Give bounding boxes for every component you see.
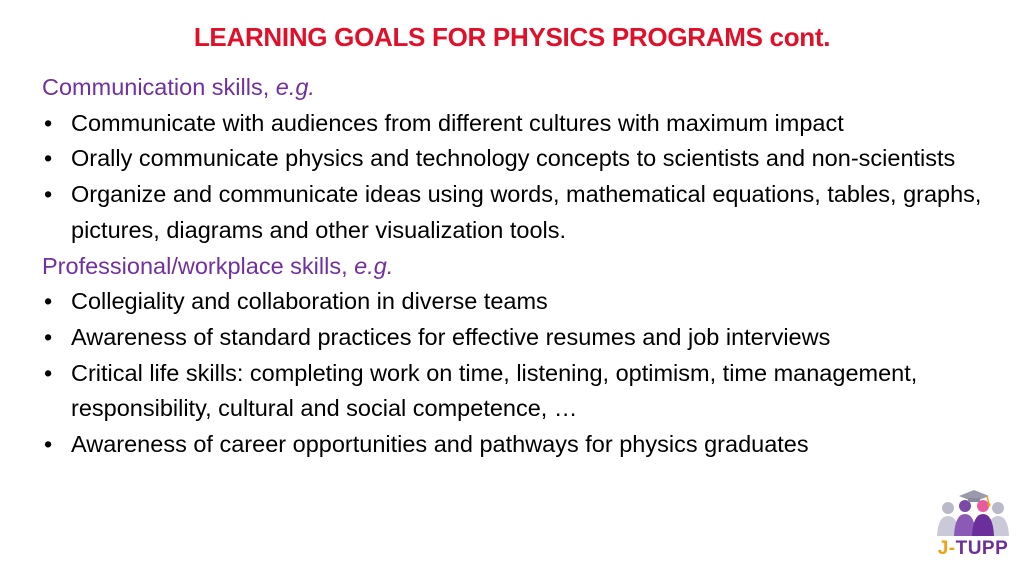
logo-wordmark xyxy=(932,538,1014,560)
section-heading-eg: e.g. xyxy=(354,252,394,279)
bullet-item: • Organize and communicate ideas using words, mathematical equations, tables, graphs, pictures, diagrams and other visualization tools. xyxy=(42,177,1002,248)
logo-separator: - xyxy=(948,538,956,559)
section-heading-text: Professional/workplace skills, xyxy=(42,252,348,279)
section-heading-professional xyxy=(42,249,1002,285)
section-heading-text: Communication skills, xyxy=(42,74,270,100)
bullet-item: • Awareness of career opportunities and pathways for physics graduates xyxy=(42,427,1002,463)
slide-content xyxy=(42,70,1002,463)
bullet-item: • Communicate with audiences from different cultures with maximum impact xyxy=(42,106,1002,142)
bullet-item: • Critical life skills: completing work on time, listening, optimism, time management, responsibility, cultural and social competence, … xyxy=(42,356,1002,427)
jtupp-logo xyxy=(932,486,1014,560)
logo-letter-j: J xyxy=(937,538,949,559)
section-heading-communication xyxy=(42,70,1002,106)
slide-title: LEARNING GOALS FOR PHYSICS PROGRAMS cont. xyxy=(193,22,831,52)
logo-letters-tupp: TUPP xyxy=(955,538,1009,559)
bullet-item: • Collegiality and collaboration in diverse teams xyxy=(42,284,1002,320)
section-heading-eg: e.g. xyxy=(275,74,315,100)
bullet-list-professional xyxy=(42,284,1002,463)
bullet-list-communication xyxy=(42,106,1002,249)
bullet-item: • Orally communicate physics and technology concepts to scientists and non-scientists xyxy=(42,141,1002,177)
bullet-item: • Awareness of standard practices for effective resumes and job interviews xyxy=(42,320,1002,356)
graduates-icon xyxy=(932,486,1014,538)
